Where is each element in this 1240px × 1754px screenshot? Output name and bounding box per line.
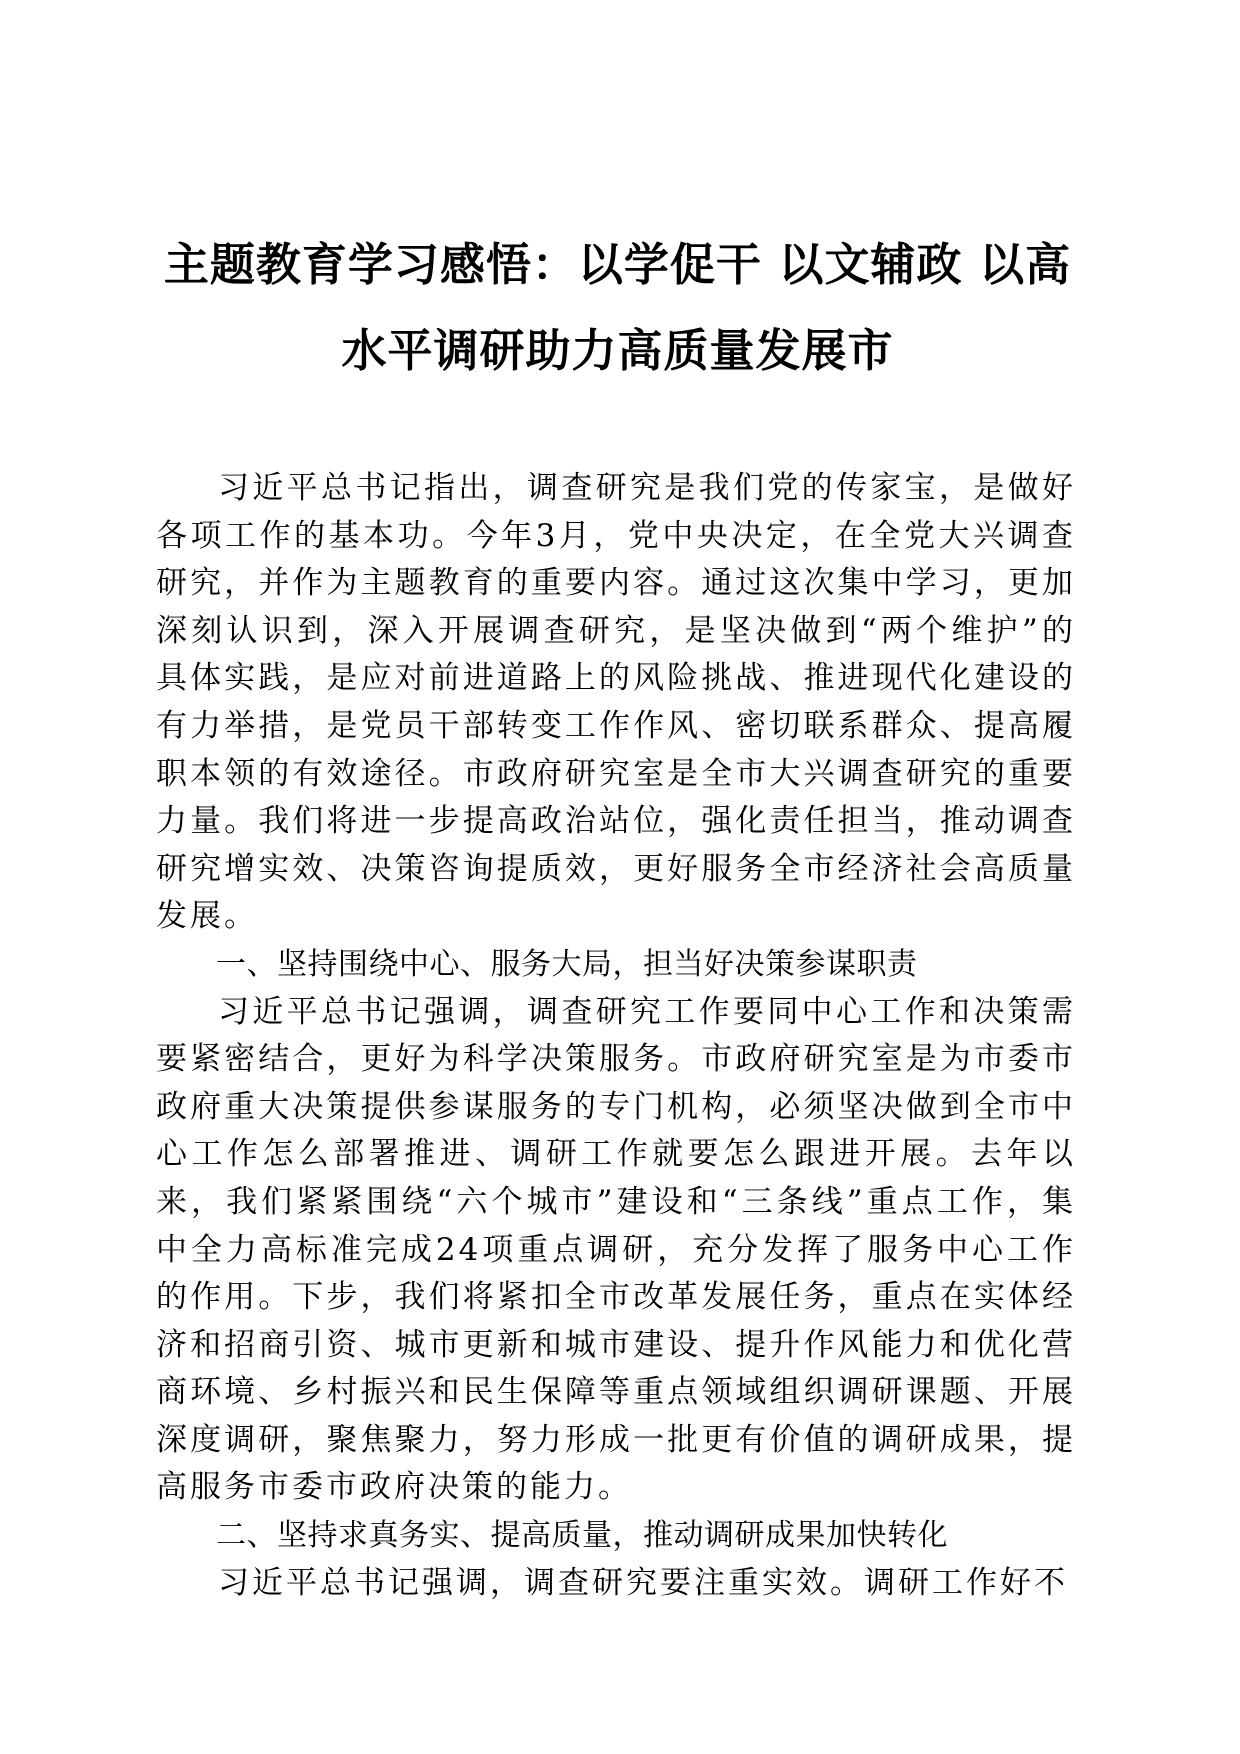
body-paragraph: 习近平总书记强调，调查研究工作要同中心工作和决策需要紧密结合，更好为科学决策服务。市政府研究室是为市委市政府重大决策提供参谋服务的专门机构，必须坚决做到全市中心工作怎么部署推进、调研工作就要怎么跟进开展。去年以来，我们紧紧围绕“六个城市”建设和“三条线”重点工作，集中全力高标准完成24项重点调研，充分发挥了服务中心工作的作用。下步，我们将紧扣全市改革发展任务，重点在实体经济和招商引资、城市更新和城市建设、提升作风能力和优化营商环境、乡村振兴和民生保障等重点领域组织调研课题、开展深度调研，聚焦聚力，努力形成一批更有价值的调研成果，提高服务市委市政府决策的能力。 xyxy=(156,993,1076,1506)
body-paragraph: 习近平总书记强调，调查研究要注重实效。调研工作好不 xyxy=(218,1564,1068,1601)
body-paragraph: 习近平总书记指出，调查研究是我们党的传家宝，是做好各项工作的基本功。今年3月，党中央决定，在全党大兴调查研究，并作为主题教育的重要内容。通过这次集中学习，更加深刻认识到，深入开展调查研究，是坚决做到“两个维护”的具体实践，是应对前进道路上的风险挑战、推进现代化建设的有力举措，是党员干部转变工作作风、密切联系群众、提高履职本领的有效途径。市政府研究室是全市大兴调查研究的重要力量。我们将进一步提高政治站位，强化责任担当，推动调查研究增实效、决策咨询提质效，更好服务全市经济社会高质量发展。 xyxy=(156,470,1076,935)
title-line-1: 主题教育学习感悟：以学促干 以文辅政 以高 xyxy=(163,238,1072,291)
title-line-2: 水平调研助力高质量发展市 xyxy=(341,324,894,377)
section-heading-2: 二、坚持求真务实、提高质量，推动调研成果加快转化 xyxy=(216,1518,948,1554)
section-heading-1: 一、坚持围绕中心、服务大局，担当好决策参谋职责 xyxy=(216,946,918,982)
document-title xyxy=(150,222,1085,394)
document-body xyxy=(156,465,1076,1607)
